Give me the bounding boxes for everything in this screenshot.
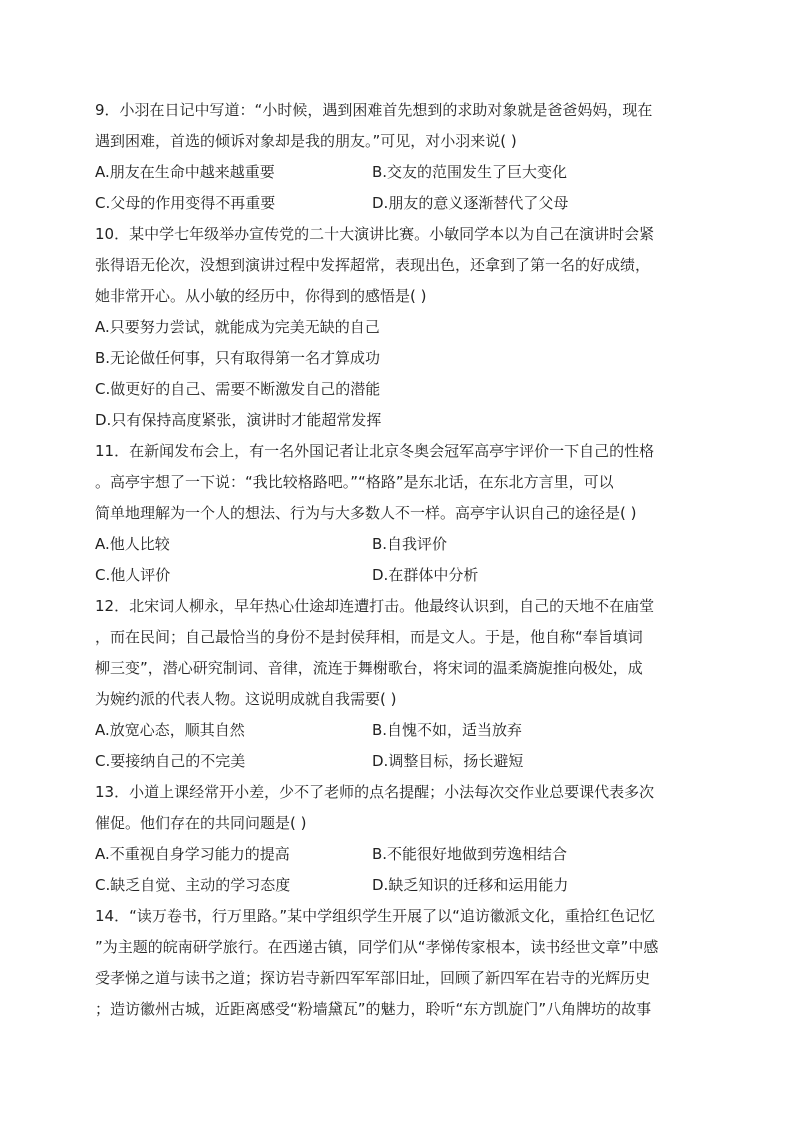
answer-option: C.做更好的自己、需要不断激发自己的潜能 <box>95 380 381 398</box>
question-stem-line: 受孝悌之道与读书之道；探访岩寺新四军军部旧址，回顾了新四军在岩寺的光辉历史 <box>95 969 651 987</box>
question-stem-line: 张得语无伦次，没想到演讲过程中发挥超常，表现出色，还拿到了第一名的好成绩， <box>95 256 651 274</box>
answer-option: C.父母的作用变得不再重要 <box>95 194 276 212</box>
answer-option: A.只要努力尝试，就能成为完美无缺的自己 <box>95 318 380 336</box>
answer-option: B.自我评价 <box>372 535 448 553</box>
answer-option: A.放宽心态，顺其自然 <box>95 721 245 739</box>
answer-option: D.在群体中分析 <box>372 566 479 584</box>
question-stem-line: 简单地理解为一个人的想法、行为与大多数人不一样。高亭宇认识自己的途径是( ) <box>95 504 637 522</box>
answer-option: A.不重视自身学习能力的提高 <box>95 845 290 863</box>
option-row <box>95 870 695 901</box>
question-list <box>95 95 695 1025</box>
option-row <box>95 529 695 560</box>
answer-option: A.朋友在生命中越来越重要 <box>95 163 275 181</box>
option-row <box>95 405 695 436</box>
option-row <box>95 312 695 343</box>
answer-option: D.调整目标，扬长避短 <box>372 752 524 770</box>
answer-option: C.要接纳自己的不完美 <box>95 752 246 770</box>
question-10 <box>95 219 695 436</box>
option-row <box>95 188 695 219</box>
answer-option: D.只有保持高度紧张，演讲时才能超常发挥 <box>95 411 382 429</box>
answer-option: D.朋友的意义逐渐替代了父母 <box>372 194 569 212</box>
question-stem-line: 。高亭宇想了一下说：“我比较格路吧。”“格路”是东北话，在东北方言里，可以 <box>95 473 614 491</box>
question-stem-line: 她非常开心。从小敏的经历中，你得到的感悟是( ) <box>95 287 427 305</box>
option-row <box>95 746 695 777</box>
answer-option: C.缺乏自觉、主动的学习态度 <box>95 876 291 894</box>
option-row <box>95 374 695 405</box>
option-row <box>95 839 695 870</box>
option-row <box>95 560 695 591</box>
option-row <box>95 715 695 746</box>
question-9 <box>95 95 695 219</box>
question-stem-line: ”为主题的皖南研学旅行。在西递古镇，同学们从“孝悌传家根本，读书经世文章”中感 <box>95 938 659 956</box>
question-stem-line: 10．某中学七年级举办宣传党的二十大演讲比赛。小敏同学本以为自己在演讲时会紧 <box>95 225 655 243</box>
question-stem-line: 遇到困难，首选的倾诉对象却是我的朋友。”可见，对小羽来说( ) <box>95 132 517 150</box>
answer-option: B.自愧不如，适当放弃 <box>372 721 523 739</box>
answer-option: C.他人评价 <box>95 566 171 584</box>
answer-option: A.他人比较 <box>95 535 170 553</box>
question-12 <box>95 591 695 777</box>
question-stem-line: 为婉约派的代表人物。这说明成就自我需要( ) <box>95 690 397 708</box>
answer-option: B.无论做任何事，只有取得第一名才算成功 <box>95 349 381 367</box>
question-stem-line: ，而在民间；自己最恰当的身份不是封侯拜相，而是文人。于是，他自称“奉旨填词 <box>95 628 643 646</box>
option-row <box>95 157 695 188</box>
question-stem-line: 13．小道上课经常开小差，少不了老师的点名提醒；小法每次交作业总要课代表多次 <box>95 783 655 801</box>
question-11 <box>95 436 695 591</box>
answer-option: B.交友的范围发生了巨大变化 <box>372 163 568 181</box>
option-row <box>95 343 695 374</box>
question-stem-line: 催促。他们存在的共同问题是( ) <box>95 814 307 832</box>
question-stem-line: 柳三变”，潜心研究制词、音律，流连于舞榭歌台，将宋词的温柔旖旎推向极处，成 <box>95 659 643 677</box>
question-stem-line: 11．在新闻发布会上，有一名外国记者让北京冬奥会冠军高亭宇评价一下自己的性格 <box>95 442 655 460</box>
question-13 <box>95 777 695 901</box>
question-stem-line: 9．小羽在日记中写道：“小时候，遇到困难首先想到的求助对象就是爸爸妈妈，现在 <box>95 101 653 119</box>
answer-option: D.缺乏知识的迁移和运用能力 <box>372 876 569 894</box>
question-stem-line: 12．北宋词人柳永，早年热心仕途却连遭打击。他最终认识到，自己的天地不在庙堂 <box>95 597 655 615</box>
question-14 <box>95 901 695 1025</box>
question-stem-line: 14．“读万卷书，行万里路。”某中学组织学生开展了以“追访徽派文化，重拾红色记忆 <box>95 907 655 925</box>
answer-option: B.不能很好地做到劳逸相结合 <box>372 845 568 863</box>
question-stem-line: ；造访徽州古城，近距离感受“粉墙黛瓦”的魅力，聆听“东方凯旋门”八角牌坊的故事 <box>95 1000 652 1018</box>
